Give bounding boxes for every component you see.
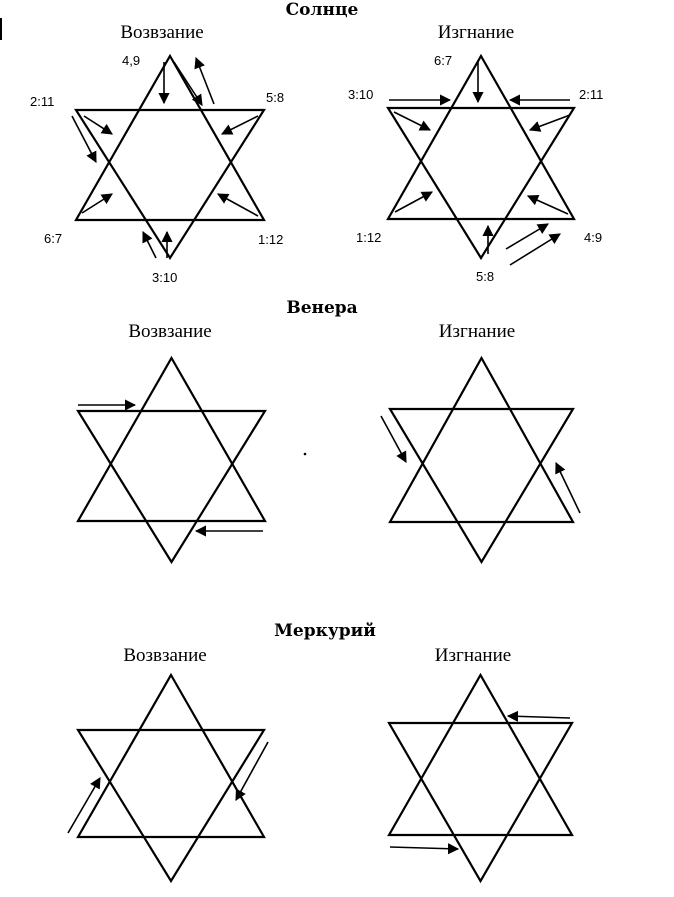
direction-arrow xyxy=(196,58,214,104)
downward-triangle xyxy=(389,723,572,881)
upward-triangle xyxy=(388,56,574,219)
venus-right-star xyxy=(390,358,573,562)
direction-arrow xyxy=(222,116,258,134)
sun-left-vertex-top: 4,9 xyxy=(122,53,141,68)
direction-arrow xyxy=(143,232,156,258)
downward-triangle xyxy=(388,108,574,258)
sun-left-star xyxy=(76,56,264,258)
mercury-left-label: Возвзание xyxy=(123,645,207,666)
direction-arrow xyxy=(390,847,458,849)
sun-left-vertex-upper-right: 5:8 xyxy=(266,90,285,105)
upward-triangle xyxy=(76,56,264,220)
venus-right-label: Изгнание xyxy=(438,321,516,342)
upward-triangle xyxy=(390,358,573,522)
sun-right-star xyxy=(388,56,574,258)
venus-left-label: Возвзание xyxy=(128,321,212,342)
upward-triangle xyxy=(78,358,265,521)
sun-left-vertex-lower-right: 1:12 xyxy=(258,232,284,247)
downward-triangle xyxy=(390,409,573,562)
sun-right-vertex-upper-left: 3:10 xyxy=(348,87,374,102)
direction-arrow xyxy=(556,463,580,513)
sun-right-vertex-bottom: 5:8 xyxy=(476,269,495,284)
sun-right-vertex-lower-left: 1:12 xyxy=(356,230,382,245)
direction-arrow xyxy=(84,116,112,134)
upward-triangle xyxy=(78,675,264,837)
downward-triangle xyxy=(78,730,264,881)
sun-right-vertex-lower-right: 4:9 xyxy=(584,230,603,245)
direction-arrow xyxy=(174,62,202,105)
venus-section-title: Венера xyxy=(286,298,358,318)
upward-triangle xyxy=(389,675,572,835)
sun-right-vertex-upper-right: 2:11 xyxy=(579,87,604,102)
downward-triangle xyxy=(78,411,265,562)
sun-right-label: Изгнание xyxy=(437,22,515,43)
direction-arrow xyxy=(510,234,560,265)
sun-left-vertex-lower-left: 6:7 xyxy=(44,231,63,246)
downward-triangle xyxy=(76,110,264,258)
mercury-right-star xyxy=(389,675,572,881)
sun-left-vertex-upper-left: 2:11 xyxy=(30,94,55,109)
speck-dot xyxy=(304,453,307,456)
mercury-left-star xyxy=(78,675,264,881)
sun-right-vertex-top: 6:7 xyxy=(434,53,453,68)
mercury-right-label: Изгнание xyxy=(434,645,512,666)
sun-left-label: Возвзание xyxy=(120,22,204,43)
mercury-section-title: Меркурий xyxy=(274,621,376,641)
direction-arrow xyxy=(381,416,406,462)
sun-section-title: Солнце xyxy=(285,0,359,20)
direction-arrow xyxy=(508,716,570,718)
sun-left-vertex-bottom: 3:10 xyxy=(152,270,178,285)
